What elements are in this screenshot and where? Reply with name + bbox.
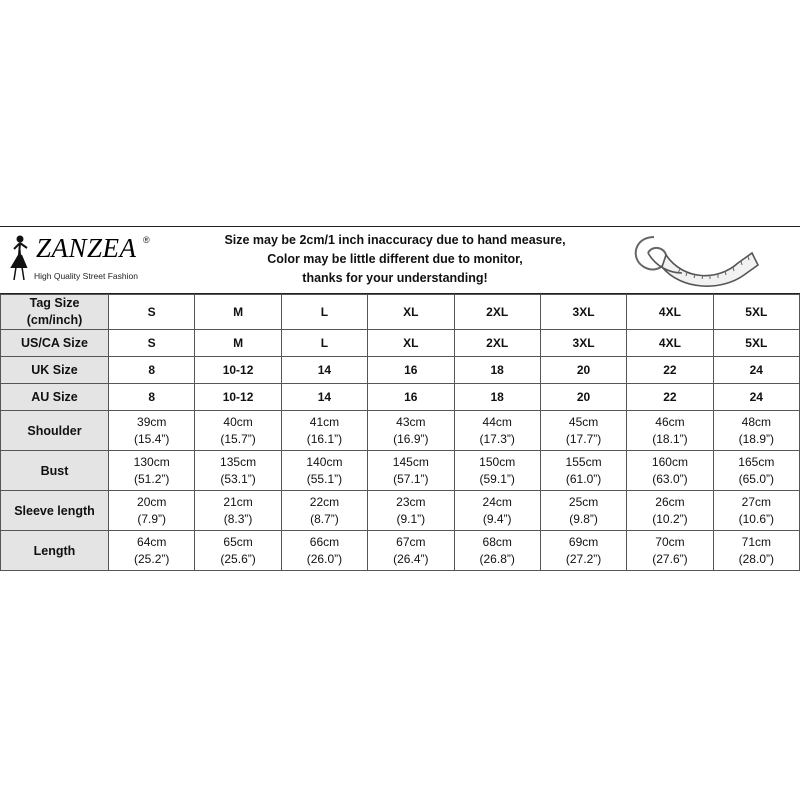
cm-value: 41cm (309, 414, 340, 429)
inch-value: (27.6”) (652, 551, 688, 566)
measurement-cell (109, 451, 195, 491)
cm-value: 160cm (651, 454, 688, 469)
inch-value: (65.0”) (738, 471, 774, 486)
cm-value: 71cm (741, 534, 771, 549)
cm-value: 25cm (568, 494, 599, 509)
measurement-cell (540, 411, 626, 451)
inch-value: (9.8”) (569, 511, 598, 526)
measurement-cell (713, 411, 799, 451)
size-row (1, 357, 800, 384)
inch-value: (25.6”) (220, 551, 256, 566)
size-cell: 14 (281, 384, 367, 411)
cm-value: 27cm (741, 494, 771, 509)
size-row (1, 384, 800, 411)
inch-value: (10.2”) (652, 511, 688, 526)
size-cell: 4XL (627, 330, 713, 357)
size-chart (0, 226, 800, 571)
measurement-cell (368, 531, 454, 571)
cm-value: 21cm (223, 494, 253, 509)
measurement-cell (713, 531, 799, 571)
measurement-cell (713, 451, 799, 491)
size-cell: 16 (368, 384, 454, 411)
unit-label: (cm/inch) (26, 313, 83, 327)
measurement-cell (540, 491, 626, 531)
size-cell: 2XL (454, 330, 540, 357)
inch-value: (53.1”) (220, 471, 256, 486)
inch-value: (51.2”) (134, 471, 170, 486)
size-cell: XL (368, 295, 454, 330)
cm-value: 45cm (568, 414, 599, 429)
cm-value: 20cm (137, 494, 167, 509)
inch-value: (26.0”) (306, 551, 343, 566)
row-label: UK Size (1, 357, 109, 384)
cm-value: 67cm (396, 534, 426, 549)
size-cell: S (109, 295, 195, 330)
inch-value: (18.9”) (738, 431, 774, 446)
measurement-cell (540, 451, 626, 491)
inch-value: (16.1”) (306, 431, 343, 446)
measurement-cell (454, 451, 540, 491)
measurement-cell (281, 491, 367, 531)
measurement-cell (368, 411, 454, 451)
measurement-cell (627, 531, 713, 571)
inch-value: (15.4”) (134, 431, 170, 446)
size-cell: 16 (368, 357, 454, 384)
tag-size-label: Tag Size (29, 296, 80, 310)
size-cell: 3XL (540, 330, 626, 357)
cm-value: 150cm (479, 454, 516, 469)
size-cell: 20 (540, 384, 626, 411)
cm-value: 140cm (306, 454, 343, 469)
cm-value: 43cm (396, 414, 426, 429)
measurement-row (1, 451, 800, 491)
brand-tagline: High Quality Street Fashion (34, 271, 138, 281)
measurement-cell (368, 451, 454, 491)
cm-value: 68cm (482, 534, 512, 549)
cm-value: 165cm (738, 454, 775, 469)
inch-value: (10.6”) (738, 511, 774, 526)
size-cell: 18 (454, 357, 540, 384)
note-line: Color may be little different due to monitor, (267, 252, 523, 266)
inch-value: (63.0”) (652, 471, 688, 486)
brand-name: ZANZEA (36, 233, 137, 263)
row-label: Length (1, 531, 109, 571)
size-cell: M (195, 330, 281, 357)
measurement-cell (281, 531, 367, 571)
size-cell: 5XL (713, 330, 799, 357)
measurement-cell (195, 531, 281, 571)
cm-value: 130cm (133, 454, 170, 469)
inch-value: (61.0”) (565, 471, 602, 486)
note-line: Size may be 2cm/1 inch inaccuracy due to hand measure, (224, 233, 566, 247)
measurement-cell (627, 451, 713, 491)
measurement-cell (454, 491, 540, 531)
measurement-cell (109, 491, 195, 531)
size-cell: 22 (627, 384, 713, 411)
size-chart-header (0, 226, 800, 294)
inch-value: (55.1”) (306, 471, 343, 486)
inch-value: (8.3”) (223, 511, 253, 526)
measurement-cell (368, 491, 454, 531)
cm-value: 64cm (137, 534, 167, 549)
inch-value: (9.4”) (482, 511, 512, 526)
inch-value: (26.8”) (479, 551, 515, 566)
measurement-cell (109, 531, 195, 571)
measurement-cell (195, 491, 281, 531)
row-label: AU Size (1, 384, 109, 411)
measurement-cell (627, 491, 713, 531)
measurement-row (1, 491, 800, 531)
measurement-cell (454, 411, 540, 451)
cm-value: 23cm (396, 494, 426, 509)
cm-value: 26cm (655, 494, 685, 509)
measuring-tape-icon (626, 229, 762, 289)
inch-value: (28.0”) (738, 551, 774, 566)
fashion-figure-icon (6, 233, 32, 283)
inch-value: (27.2”) (565, 551, 602, 566)
measurement-row (1, 411, 800, 451)
inch-value: (8.7”) (310, 511, 339, 526)
registered-mark: ® (143, 235, 150, 245)
measurement-cell (195, 411, 281, 451)
measurement-cell (281, 451, 367, 491)
size-cell: L (281, 330, 367, 357)
tag-size-header (1, 295, 109, 330)
measurement-cell (109, 411, 195, 451)
inch-value: (15.7”) (220, 431, 256, 446)
size-cell: 2XL (454, 295, 540, 330)
size-cell: 3XL (540, 295, 626, 330)
size-cell: 8 (109, 357, 195, 384)
size-row (1, 330, 800, 357)
measurement-cell (195, 451, 281, 491)
tag-size-row (1, 295, 800, 330)
cm-value: 40cm (223, 414, 253, 429)
size-cell: S (109, 330, 195, 357)
measurement-cell (627, 411, 713, 451)
inch-value: (59.1”) (479, 471, 515, 486)
cm-value: 44cm (482, 414, 512, 429)
inch-value: (26.4”) (393, 551, 429, 566)
note-line: thanks for your understanding! (302, 271, 488, 285)
measurement-cell (281, 411, 367, 451)
size-cell: 24 (713, 357, 799, 384)
row-label: Sleeve length (1, 491, 109, 531)
size-cell: 14 (281, 357, 367, 384)
cm-value: 24cm (482, 494, 512, 509)
size-table (0, 294, 800, 571)
cm-value: 48cm (741, 414, 771, 429)
inch-value: (18.1”) (652, 431, 688, 446)
measurement-cell (713, 491, 799, 531)
size-cell: 22 (627, 357, 713, 384)
cm-value: 145cm (392, 454, 429, 469)
brand-logo (6, 231, 156, 287)
size-cell: 20 (540, 357, 626, 384)
size-cell: 4XL (627, 295, 713, 330)
size-cell: 24 (713, 384, 799, 411)
size-cell: 10-12 (195, 357, 281, 384)
row-label: Bust (1, 451, 109, 491)
size-cell: L (281, 295, 367, 330)
row-label: US/CA Size (1, 330, 109, 357)
measurement-row (1, 531, 800, 571)
cm-value: 66cm (309, 534, 340, 549)
inch-value: (17.3”) (479, 431, 515, 446)
inch-value: (16.9”) (393, 431, 429, 446)
size-cell: 8 (109, 384, 195, 411)
cm-value: 155cm (565, 454, 602, 469)
inch-value: (17.7”) (565, 431, 602, 446)
size-cell: 5XL (713, 295, 799, 330)
row-label: Shoulder (1, 411, 109, 451)
measurement-note (200, 231, 590, 288)
size-cell: M (195, 295, 281, 330)
cm-value: 46cm (655, 414, 685, 429)
cm-value: 135cm (220, 454, 257, 469)
inch-value: (7.9”) (137, 511, 167, 526)
cm-value: 70cm (655, 534, 685, 549)
cm-value: 22cm (309, 494, 340, 509)
measurement-cell (454, 531, 540, 571)
size-cell: 18 (454, 384, 540, 411)
cm-value: 65cm (223, 534, 253, 549)
size-cell: 10-12 (195, 384, 281, 411)
cm-value: 69cm (568, 534, 599, 549)
inch-value: (9.1”) (396, 511, 426, 526)
size-cell: XL (368, 330, 454, 357)
measurement-cell (540, 531, 626, 571)
inch-value: (57.1”) (393, 471, 429, 486)
cm-value: 39cm (137, 414, 167, 429)
inch-value: (25.2”) (134, 551, 170, 566)
